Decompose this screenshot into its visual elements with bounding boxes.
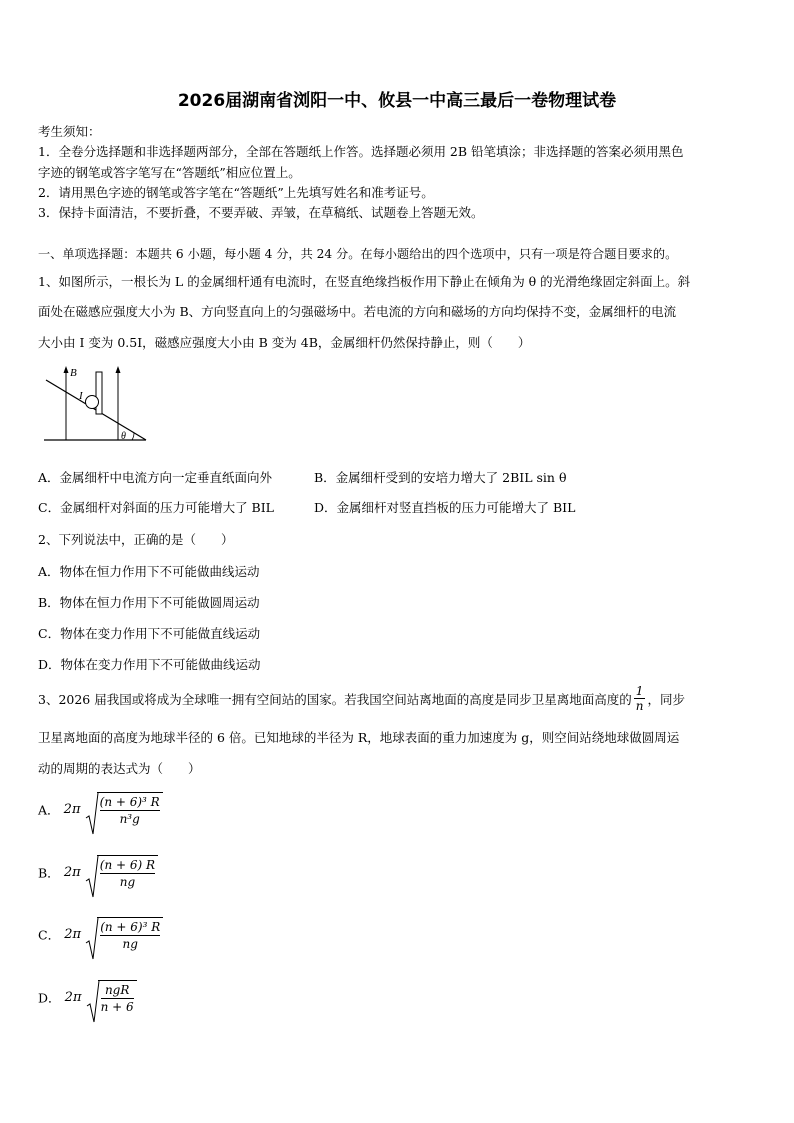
q3-option-a-label: A． <box>38 802 60 818</box>
q2-option-a: A．物体在恒力作用下不可能做曲线运动 <box>38 564 260 579</box>
notice-item-3: 3．保持卡面清洁，不要折叠，不要弄破、弄皱，在草稿纸、试题卷上答题无效。 <box>38 205 484 220</box>
q3-option-a-num: (n + 6)³ R <box>99 795 160 809</box>
section-heading: 一、单项选择题：本题共 6 小题，每小题 4 分，共 24 分。在每小题给出的四个选项中，只有一项是符合题目要求的。 <box>38 247 678 261</box>
q3-option-b-sqrt <box>85 855 158 890</box>
q3-option-b-num: (n + 6) R <box>99 858 156 872</box>
q3-line-3: 动的周期的表达式为（ ） <box>38 761 201 776</box>
q3-line-1a: 3、2026 届我国或将成为全球唯一拥有空间站的国家。若我国空间站离地面的高度是同步卫星离地面高度的 <box>38 692 632 707</box>
notice-item-1a: 1．全卷分选择题和非选择题两部分，全部在答题纸上作答。选择题必须用 2B 铅笔填涂；非选择题的答案必须用黑色 <box>38 144 684 159</box>
notice-item-1b: 字迹的钢笔或答字笔写在“答题纸”相应位置上。 <box>38 165 301 180</box>
q3-option-d-sqrt <box>86 980 137 1015</box>
q1-option-b: B．金属细杆受到的安培力增大了 2BIL sin θ <box>314 470 567 485</box>
q1-option-c: C．金属细杆对斜面的压力可能增大了 BIL <box>38 500 274 515</box>
q3-option-c-num: (n + 6)³ R <box>100 920 161 934</box>
q3-option-c-label: C． <box>38 927 61 943</box>
q3-option-d <box>38 980 137 1015</box>
notice-heading: 考生须知： <box>38 124 101 139</box>
q3-option-a <box>38 792 163 827</box>
page-title: 2026届湖南省浏阳一中、攸县一中高三最后一卷物理试卷 <box>177 91 617 111</box>
q1-line-3: 大小由 I 变为 0.5I，磁感应强度大小由 B 变为 4B，金属细杆仍然保持静止，则（ ） <box>38 335 531 350</box>
notice-item-2: 2．请用黑色字迹的钢笔或答字笔在“答题纸”上先填写姓名和准考证号。 <box>38 185 434 200</box>
q2-option-d: D．物体在变力作用下不可能做曲线运动 <box>38 657 261 672</box>
q3-option-d-den: n + 6 <box>100 1000 134 1014</box>
q3-fraction <box>634 684 646 713</box>
fig-label-i: I <box>79 390 83 402</box>
q1-line-1: 1、如图所示，一根长为 L 的金属细杆通有电流时，在竖直绝缘挡板作用下静止在倾角为 θ 的光滑绝缘固定斜面上。斜 <box>38 274 691 289</box>
q3-frac-num: 1 <box>634 684 646 699</box>
q3-line-1 <box>38 686 685 715</box>
q2-option-c: C．物体在变力作用下不可能做直线运动 <box>38 626 261 641</box>
fig-label-theta: θ <box>121 431 126 442</box>
q3-frac-den: n <box>635 699 644 713</box>
q2-option-b: B．物体在恒力作用下不可能做圆周运动 <box>38 595 260 610</box>
q3-option-c-den: ng <box>122 937 138 951</box>
q3-option-d-num: ngR <box>101 983 134 999</box>
q3-option-b-2pi: 2π <box>63 865 81 880</box>
q1-option-d: D．金属细杆对竖直挡板的压力可能增大了 BIL <box>314 500 576 515</box>
q3-option-d-label: D． <box>38 990 61 1006</box>
q1-line-2: 面处在磁感应强度大小为 B、方向竖直向上的匀强磁场中。若电流的方向和磁场的方向均保持不变，金属细杆的电流 <box>38 304 677 319</box>
q3-line-2: 卫星离地面的高度为地球半径的 6 倍。已知地球的半径为 R，地球表面的重力加速度为 g，则空间站绕地球做圆周运 <box>38 730 680 745</box>
q3-option-d-2pi: 2π <box>64 990 82 1005</box>
q3-option-a-den: n³g <box>119 812 140 826</box>
fig-label-b: B <box>70 367 77 379</box>
q3-option-a-sqrt <box>85 792 163 827</box>
q3-line-1b: ，同步 <box>647 692 685 707</box>
q3-option-c <box>38 917 163 952</box>
q3-option-c-2pi: 2π <box>64 927 82 942</box>
q3-option-b-label: B． <box>38 865 60 881</box>
q3-option-b <box>38 855 158 890</box>
q1-incline-figure <box>38 362 150 446</box>
q3-option-c-sqrt <box>85 917 163 952</box>
q1-option-a: A．金属细杆中电流方向一定垂直纸面向外 <box>38 470 273 485</box>
q3-option-b-den: ng <box>119 875 136 889</box>
q2-stem: 2、下列说法中，正确的是（ ） <box>38 532 234 547</box>
q3-option-a-2pi: 2π <box>63 802 81 817</box>
